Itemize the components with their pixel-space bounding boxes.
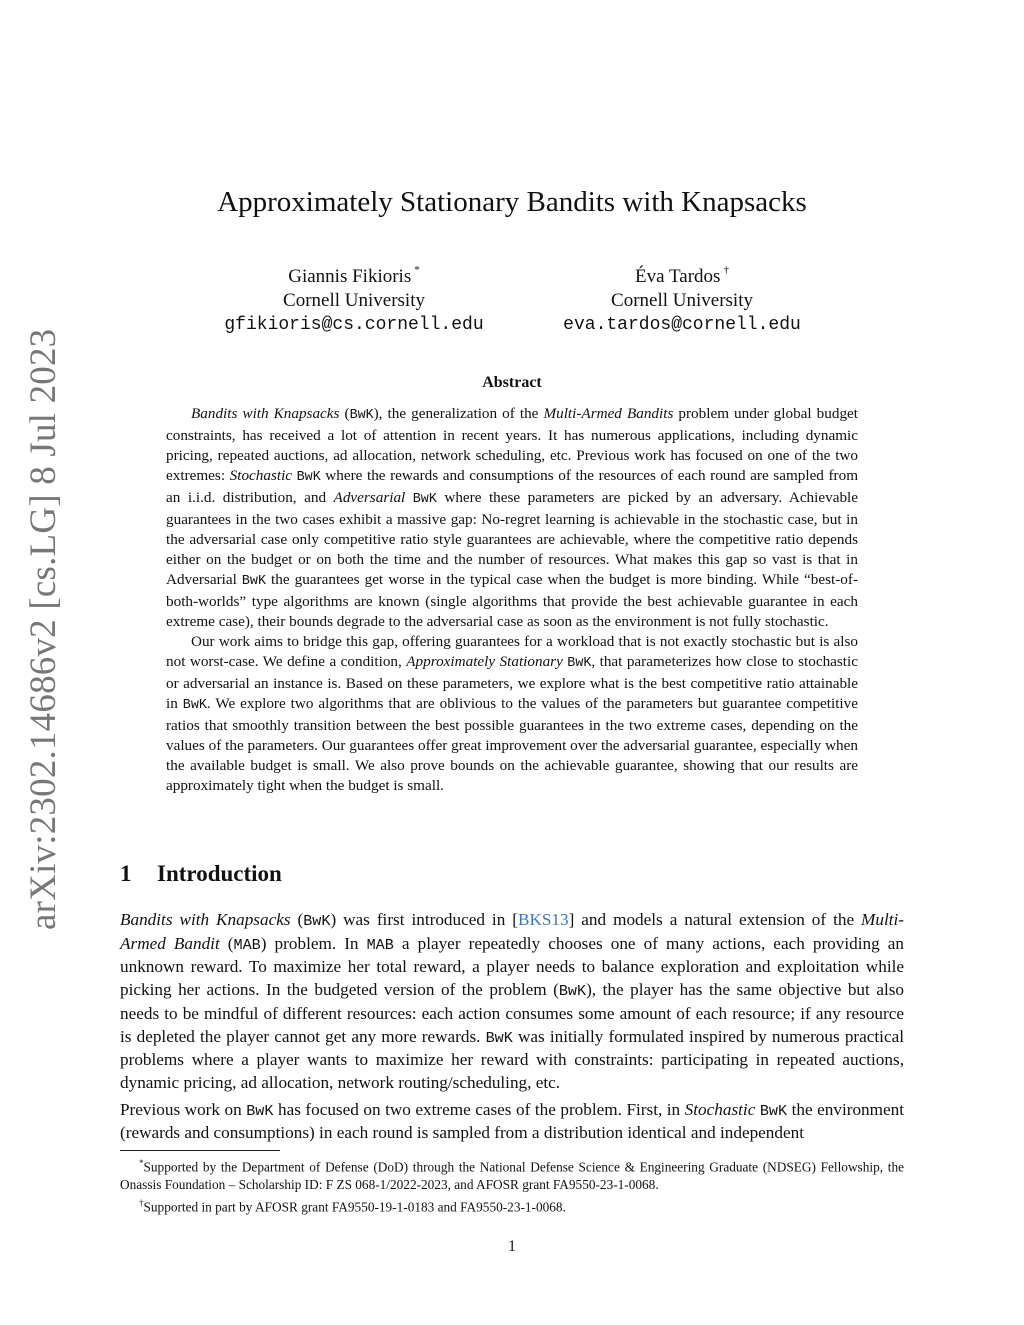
abstract-text: ), the generalization of the (373, 405, 544, 422)
emphasis: Multi-Armed Bandit (120, 910, 904, 953)
body-text: ) was first introduced in [ (330, 910, 518, 929)
code-term: BwK (759, 1101, 788, 1120)
body-text: the environment (rewards and consumptions) in each round is sampled from a distribution identical and independent (120, 1099, 904, 1143)
abstract-text (405, 489, 413, 506)
author-affiliation: Cornell University (283, 290, 425, 311)
abstract-heading: Abstract (482, 374, 542, 391)
author-email: eva.tardos@cornell.edu (563, 315, 801, 335)
section-title: Introduction (157, 861, 282, 886)
abstract-text: Our work aims to bridge this gap, offering guarantees for a workload that is not exactly stochastic but is also not worst-case. We define a condition, (166, 633, 858, 670)
emphasis: Adversarial (333, 489, 406, 506)
code-term: BwK (558, 982, 587, 1001)
code-term: BwK (567, 656, 592, 671)
author-name: Giannis Fikioris (288, 266, 412, 287)
emphasis: Stochastic (229, 467, 293, 484)
emphasis: Stochastic (684, 1099, 756, 1119)
footnote-text: Supported by the Department of Defense (DoD) through the National Defense Science & Engineering Graduate (NDSEG) Fellowship, the Onassis Foundation – Scholarship ID: F ZS 068-1/2022-2023, and AFOSR grant FA9550-23-1-0068. (120, 1159, 904, 1193)
abstract-paragraph-1 (166, 404, 858, 632)
intro-paragraph-1 (120, 909, 904, 1095)
code-term: BwK (246, 1101, 274, 1120)
body-text: ( (290, 910, 304, 929)
introduction-body (120, 909, 904, 1149)
footnote-mark: † (139, 1198, 144, 1209)
abstract-text: where these parameters are picked by an adversary. Achievable guarantees in the two cases exhibit a massive gap: No-regret learning is achievable in the stochastic case, but in the adversarial case only competitive ratio style guarantees are achievable, where the competitive ratio depends either on the budget or on both the time and the number of resources. What makes this gap so vast is that in Adversarial (166, 489, 859, 588)
author-1 (184, 258, 524, 337)
abstract-paragraph-2 (166, 632, 858, 796)
body-text: a player repeatedly chooses one of many actions, each providing an unknown reward. To maximize her total reward, a player needs to balance exploration and exploitation while picking her actions. In the budgeted version of the problem ( (120, 933, 904, 1000)
page-number: 1 (508, 1238, 516, 1255)
footnote-2 (120, 1194, 904, 1216)
body-text: ), the player has the same objective but also needs to be mindful of different resources: each action consumes some amount of each resource; if any resource is depleted the player cannot get any more rewards. (120, 980, 905, 1046)
body-text: was initially formulated inspired by numerous practical problems where a player wants to maximize her reward with constraints: participating in repeated auctions, dynamic pricing, ad allocation, network routing/scheduling, etc. (120, 1026, 904, 1092)
footnote-1 (120, 1154, 904, 1194)
emphasis: Bandits with Knapsacks (120, 910, 291, 929)
abstract-body (166, 404, 858, 796)
code-term: BwK (241, 574, 266, 589)
footnote-mark: † (723, 264, 729, 276)
paper-title: Approximately Stationary Bandits with Knapsacks (217, 186, 807, 218)
code-term: BwK (412, 492, 437, 507)
author-email: gfikioris@cs.cornell.edu (224, 315, 484, 335)
emphasis: Approximately Stationary (406, 653, 563, 670)
abstract-text: ( (339, 405, 350, 422)
abstract-text: the guarantees get worse in the typical case when the budget is more binding. While “best-of-both-worlds” type algorithms are known (single algorithms that provide the best achievable guarantee in each extreme case), their bounds degrade to the adversarial case as soon as the environment is not fully stochastic. (166, 571, 859, 630)
section-heading-introduction (120, 859, 282, 889)
code-term: BwK (303, 912, 331, 930)
footnote-mark: * (139, 1158, 144, 1168)
code-term: MAB (233, 935, 261, 954)
code-term: MAB (366, 935, 394, 954)
body-text: has focused on two extreme cases of the problem. First, in (273, 1099, 685, 1119)
body-text: ) problem. In (260, 933, 367, 953)
arxiv-identifier: arXiv:2302.14686v2 [cs.LG] 8 Jul 2023 (23, 328, 64, 930)
code-term: BwK (296, 470, 321, 485)
body-text: Previous work on (120, 1099, 247, 1119)
emphasis: Multi-Armed Bandits (543, 405, 674, 422)
section-number: 1 (120, 861, 132, 886)
citation-link[interactable]: BKS13 (518, 910, 569, 929)
author-name: Éva Tardos (635, 266, 721, 287)
emphasis: Bandits with Knapsacks (191, 405, 340, 422)
abstract-text: where the rewards and consumptions of the resources of each round are sampled from an i.i.d. distribution, and (166, 467, 859, 506)
footnote-text: Supported in part by AFOSR grant FA9550-19-1-0183 and FA9550-23-1-0068. (143, 1199, 566, 1215)
footnote-divider (120, 1150, 280, 1151)
author-2 (512, 258, 852, 337)
body-text: ] and models a natural extension of the (568, 910, 862, 929)
code-term: BwK (485, 1028, 513, 1047)
abstract-text: , that parameterizes how close to stochastic or adversarial an instance is. Based on these parameters, we explore what is the best competitive ratio attainable in (166, 653, 858, 712)
code-term: BwK (349, 408, 374, 423)
abstract-text: . We explore two algorithms that are oblivious to the values of the parameters but guarantee competitive ratios that smoothly transition between the best possible guarantees in the two extreme cases, depending on the values of the parameters. Our guarantees offer great improvement over the adversarial guarantee, especially when the available budget is small. We also prove bounds on the achievable guarantee, showing that our results are approximately tight when the budget is small. (166, 695, 858, 794)
body-text: ( (219, 933, 234, 953)
footnotes (120, 1154, 904, 1217)
footnote-mark: * (414, 264, 420, 276)
intro-paragraph-2 (120, 1099, 904, 1145)
code-term: BwK (182, 698, 207, 713)
author-affiliation: Cornell University (611, 290, 753, 311)
abstract-text: problem under global budget constraints, has received a lot of attention in recent years. It has numerous applications, including dynamic pricing, repeated auctions, ad allocation, network scheduling, etc. Previous work has focused on one of the two extremes: (166, 405, 858, 484)
